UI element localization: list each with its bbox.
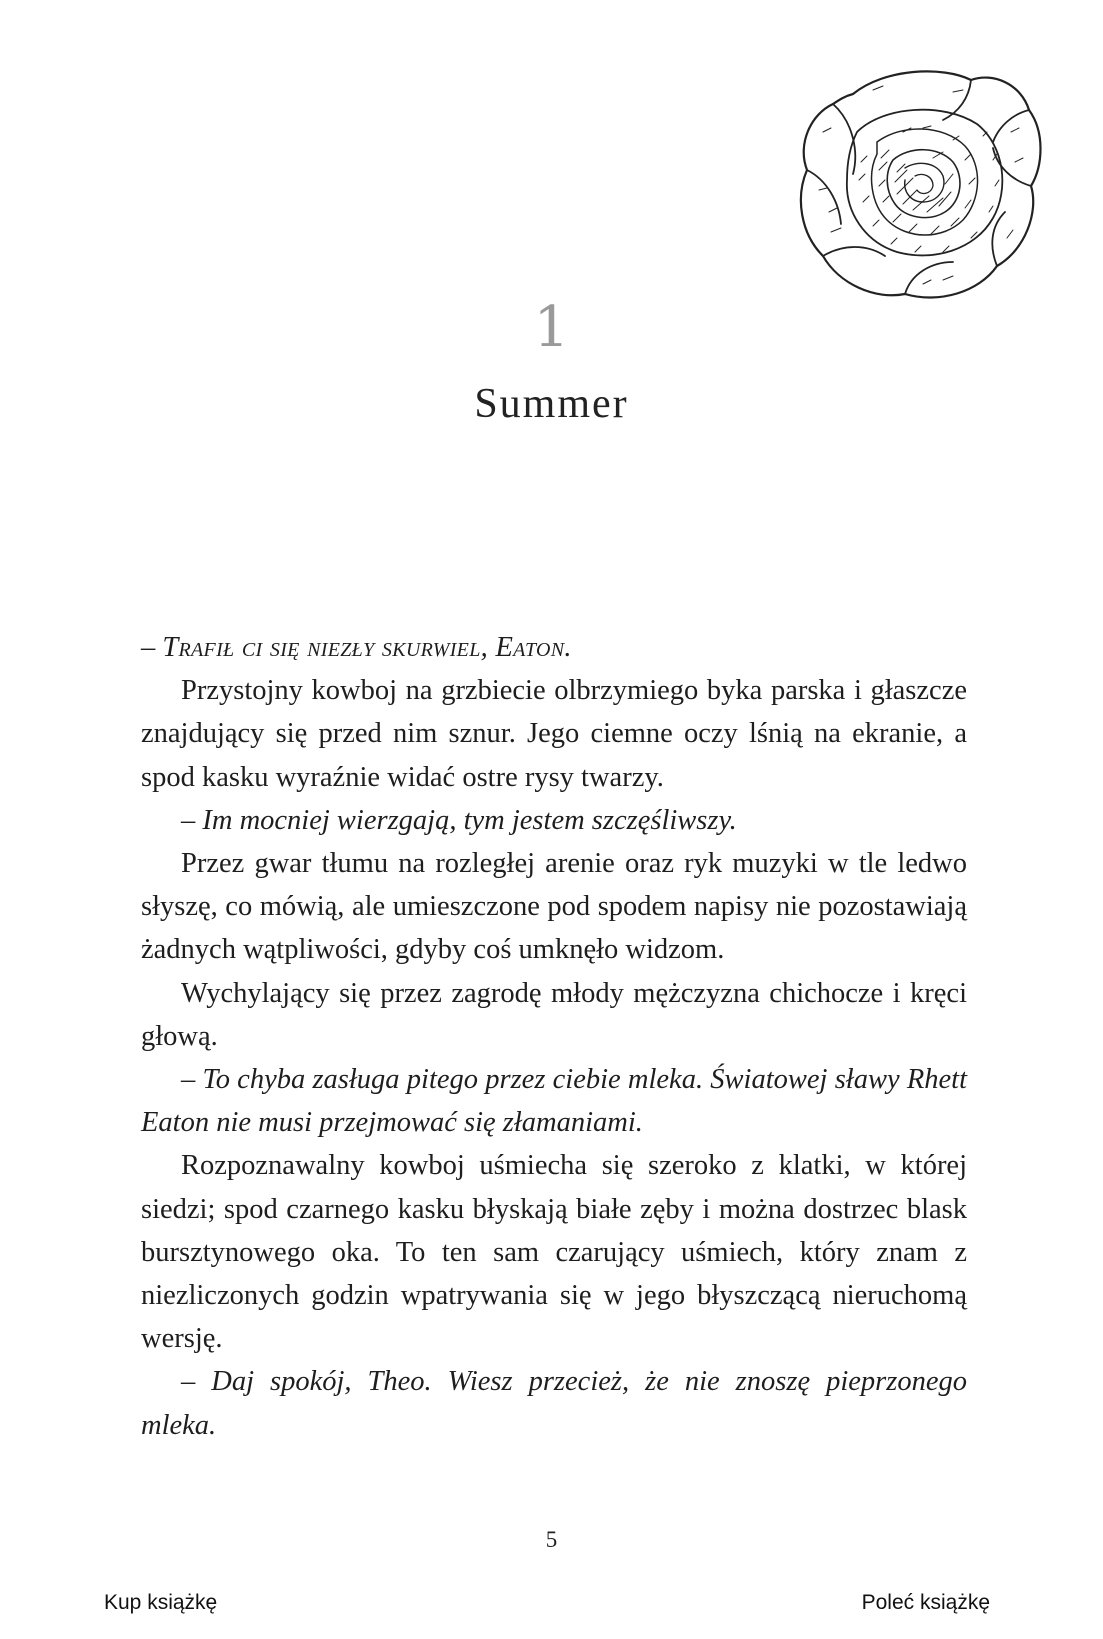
rose-icon	[793, 62, 1053, 312]
page-number: 5	[545, 1527, 558, 1552]
dialogue-paragraph: – Im mocniej wierzgają, tym jestem szczęśliwszy.	[181, 804, 737, 836]
paragraph: Wychylający się przez zagrodę młody mężczyzna chichocze i kręci głową.	[141, 977, 967, 1052]
dialogue-dash: –	[141, 632, 163, 663]
recommend-book-link[interactable]: Poleć książkę	[861, 1591, 990, 1614]
paragraph: Przez gwar tłumu na rozległej arenie oraz ryk muzyki w tle ledwo słyszę, co mówią, ale umieszczone pod spodem napisy nie pozostawiają żadnych wątpliwości, gdyby coś umknęło widzom.	[141, 848, 967, 966]
dialogue-paragraph: – To chyba zasługa pitego przez ciebie mleka. Światowej sławy Rhett Eaton nie musi przejmować się złamaniami.	[141, 1064, 967, 1139]
paragraph: Przystojny kowboj na grzbiecie olbrzymiego byka parska i głaszcze znajdujący się przed nim sznur. Jego ciemne oczy lśnią na ekranie, a spod kasku wyraźnie widać ostre rysy twarzy.	[141, 675, 967, 793]
buy-book-link[interactable]: Kup książkę	[104, 1591, 218, 1614]
paragraph	[141, 626, 967, 669]
dialogue-paragraph: – Daj spokój, Theo. Wiesz przecież, że nie znoszę pieprzonego mleka.	[141, 1366, 967, 1441]
chapter-body	[141, 626, 967, 1447]
paragraph: Rozpoznawalny kowboj uśmiecha się szeroko z klatki, w której siedzi; spod czarnego kasku błyskają białe zęby i można dostrzec blask bursztynowego oka. To ten sam czarujący uśmiech, który znam z niezliczonych godzin wpatrywania się w jego błyszczącą nieruchomą wersję.	[141, 1150, 967, 1355]
opening-line: Trafił ci się niezły skurwiel, Eaton.	[162, 632, 572, 663]
chapter-title: Summer	[474, 381, 629, 427]
chapter-number: 1	[533, 295, 570, 360]
